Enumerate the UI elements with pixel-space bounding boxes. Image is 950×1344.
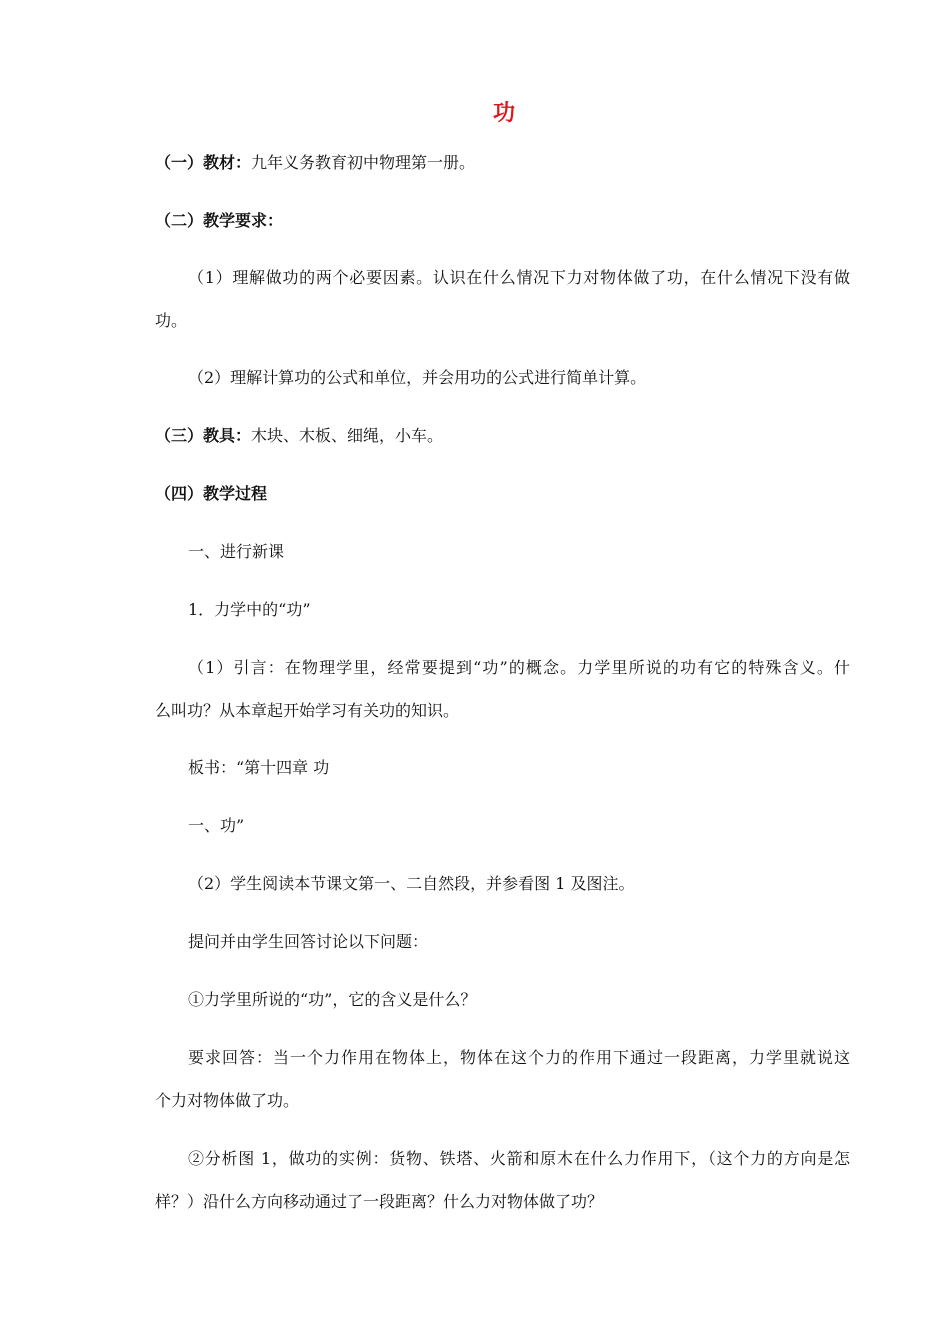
requirement-1-line-2: 功。 (155, 311, 188, 330)
question-2-line-2: 样？）沿什么方向移动通过了一段距离？什么力对物体做了功？ (155, 1192, 604, 1211)
discussion-prompt: 提问并由学生回答讨论以下问题： (188, 932, 429, 951)
blackboard-line-1: 板书：“第十四章 功 (188, 758, 330, 777)
requirement-1-line-1: （1）理解做功的两个必要因素。认识在什么情况下力对物体做了功，在什么情况下没有做 (188, 268, 850, 287)
section-equipment-heading: （三）教具： (155, 426, 252, 445)
answer-line-2: 个力对物体做了功。 (155, 1091, 300, 1110)
intro-line-2: 么叫功？从本章起开始学习有关功的知识。 (155, 701, 460, 720)
question-2-line-1: ②分析图 1，做功的实例：货物、铁塔、火箭和原木在什么力作用下，（这个力的方向是怎 (188, 1149, 850, 1168)
blackboard-line-2: 一、功” (188, 816, 245, 835)
section-equipment-text: 木块、木板、细绳，小车。 (251, 426, 444, 445)
page-title: 功 (492, 101, 515, 126)
section-materials-heading: （一）教材： (155, 153, 252, 172)
section-materials (155, 152, 475, 174)
item-work-in-mechanics: 1．力学中的“功” (188, 600, 311, 619)
answer-line-1: 要求回答：当一个力作用在物体上，物体在这个力的作用下通过一段距离，力学里就说这 (188, 1048, 850, 1067)
reading-task: （2）学生阅读本节课文第一、二自然段，并参看图 1 及图注。 (188, 874, 635, 893)
section-materials-text: 九年义务教育初中物理第一册。 (251, 153, 476, 172)
section-requirements-heading: （二）教学要求： (155, 211, 284, 230)
section-equipment (155, 425, 443, 447)
section-process-heading: （四）教学过程 (155, 484, 268, 503)
requirement-2: （2）理解计算功的公式和单位，并会用功的公式进行简单计算。 (188, 368, 647, 387)
step-new-lesson: 一、进行新课 (188, 542, 285, 561)
intro-line-1: （1）引言：在物理学里，经常要提到“功”的概念。力学里所说的功有它的特殊含义。什 (188, 658, 850, 677)
question-1: ①力学里所说的“功”，它的含义是什么？ (188, 990, 477, 1009)
